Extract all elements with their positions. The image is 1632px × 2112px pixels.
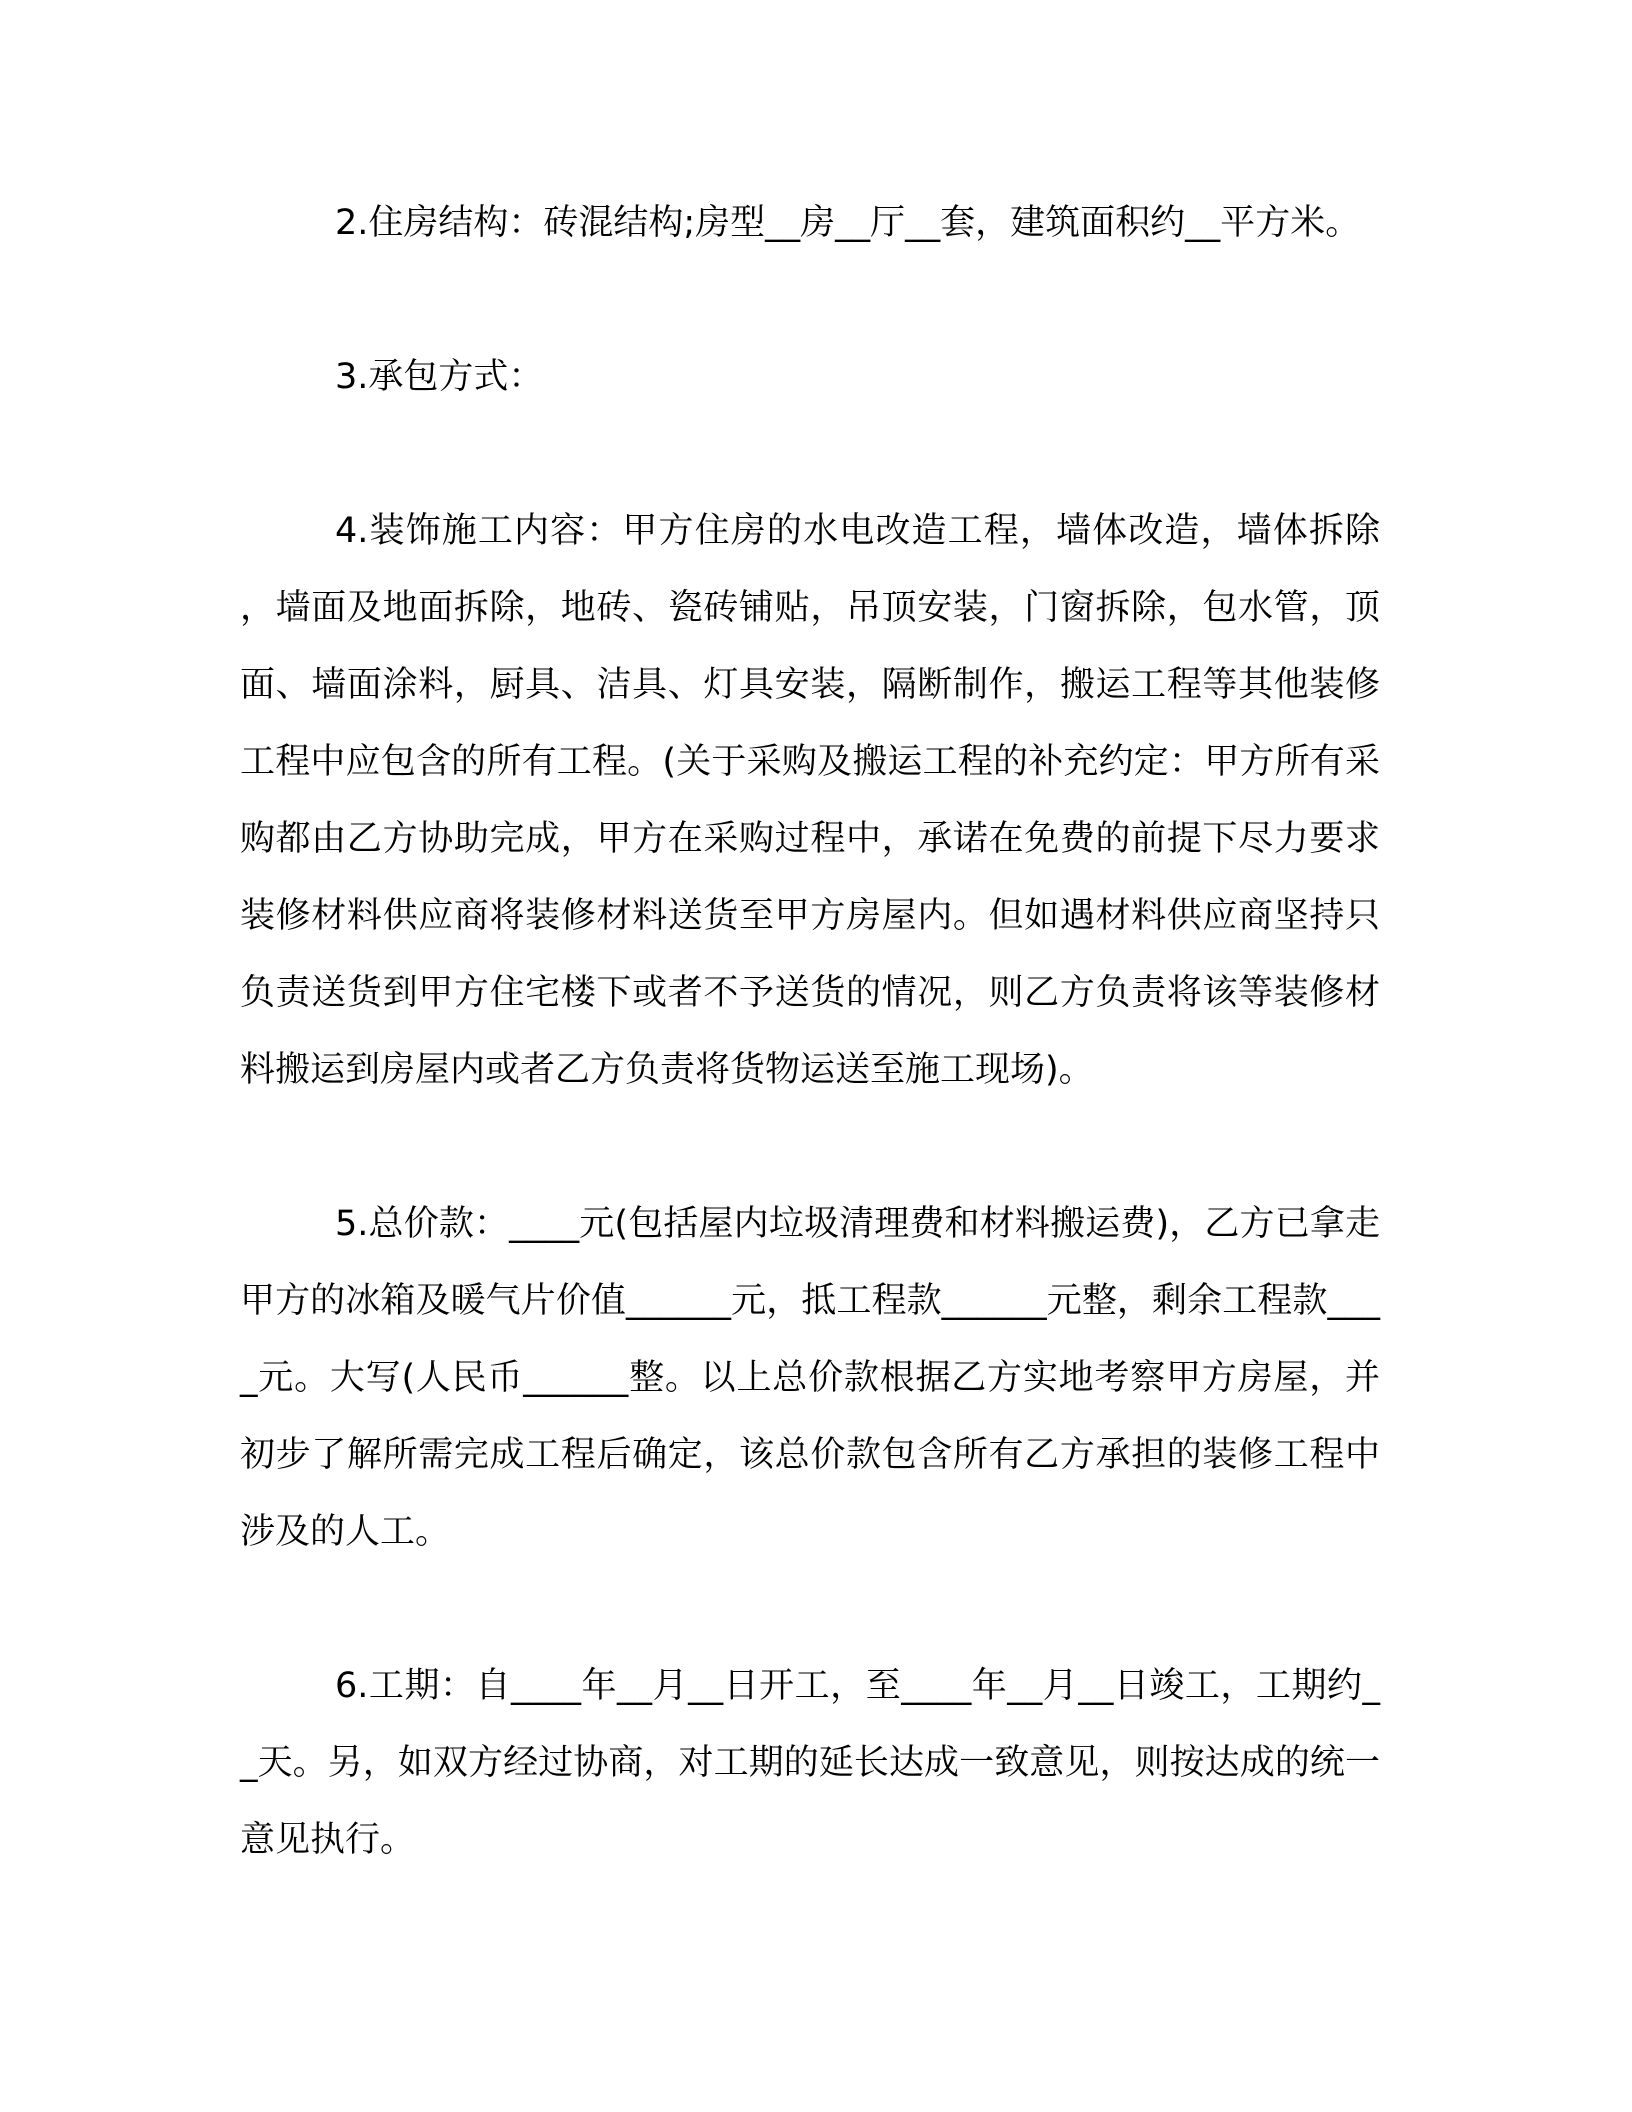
paragraph-housing-structure: 2.住房结构：砖混结构;房型__房__厅__套，建筑面积约__平方米。: [335, 203, 1361, 243]
paragraph-total-price: 5.总价款：____元(包括屋内垃圾清理费和材料搬运费)，乙方已拿走甲方的冰箱及暖气片价值______元，抵工程款______元整，剩余工程款____元。大写(人民币______整。以上总价款根据乙方实地考察甲方房屋，并初步了解所需完成工程后确定，该总价款包含所有乙方承担的装修工程中涉及的人工。: [240, 1204, 1380, 1552]
paragraph-schedule: 6.工期：自____年__月__日开工，至____年__月__日竣工，工期约__天。另，如双方经过协商，对工期的延长达成一致意见，则按达成的统一意见执行。: [240, 1666, 1380, 1860]
document-body: [240, 185, 1380, 1879]
paragraph-contract-method: 3.承包方式：: [335, 357, 544, 397]
paragraph-construction-content: 4.装饰施工内容：甲方住房的水电改造工程，墙体改造，墙体拆除，墙面及地面拆除，地砖、瓷砖铺贴，吊顶安装，门窗拆除，包水管，顶面、墙面涂料，厨具、洁具、灯具安装，隔断制作，搬运工程等其他装修工程中应包含的所有工程。(关于采购及搬运工程的补充约定：甲方所有采购都由乙方协助完成，甲方在采购过程中，承诺在免费的前提下尽力要求装修材料供应商将装修材料送货至甲方房屋内。但如遇材料供应商坚持只负责送货到甲方住宅楼下或者不予送货的情况，则乙方负责将该等装修材料搬运到房屋内或者乙方负责将货物运送至施工现场)。: [240, 511, 1380, 1090]
